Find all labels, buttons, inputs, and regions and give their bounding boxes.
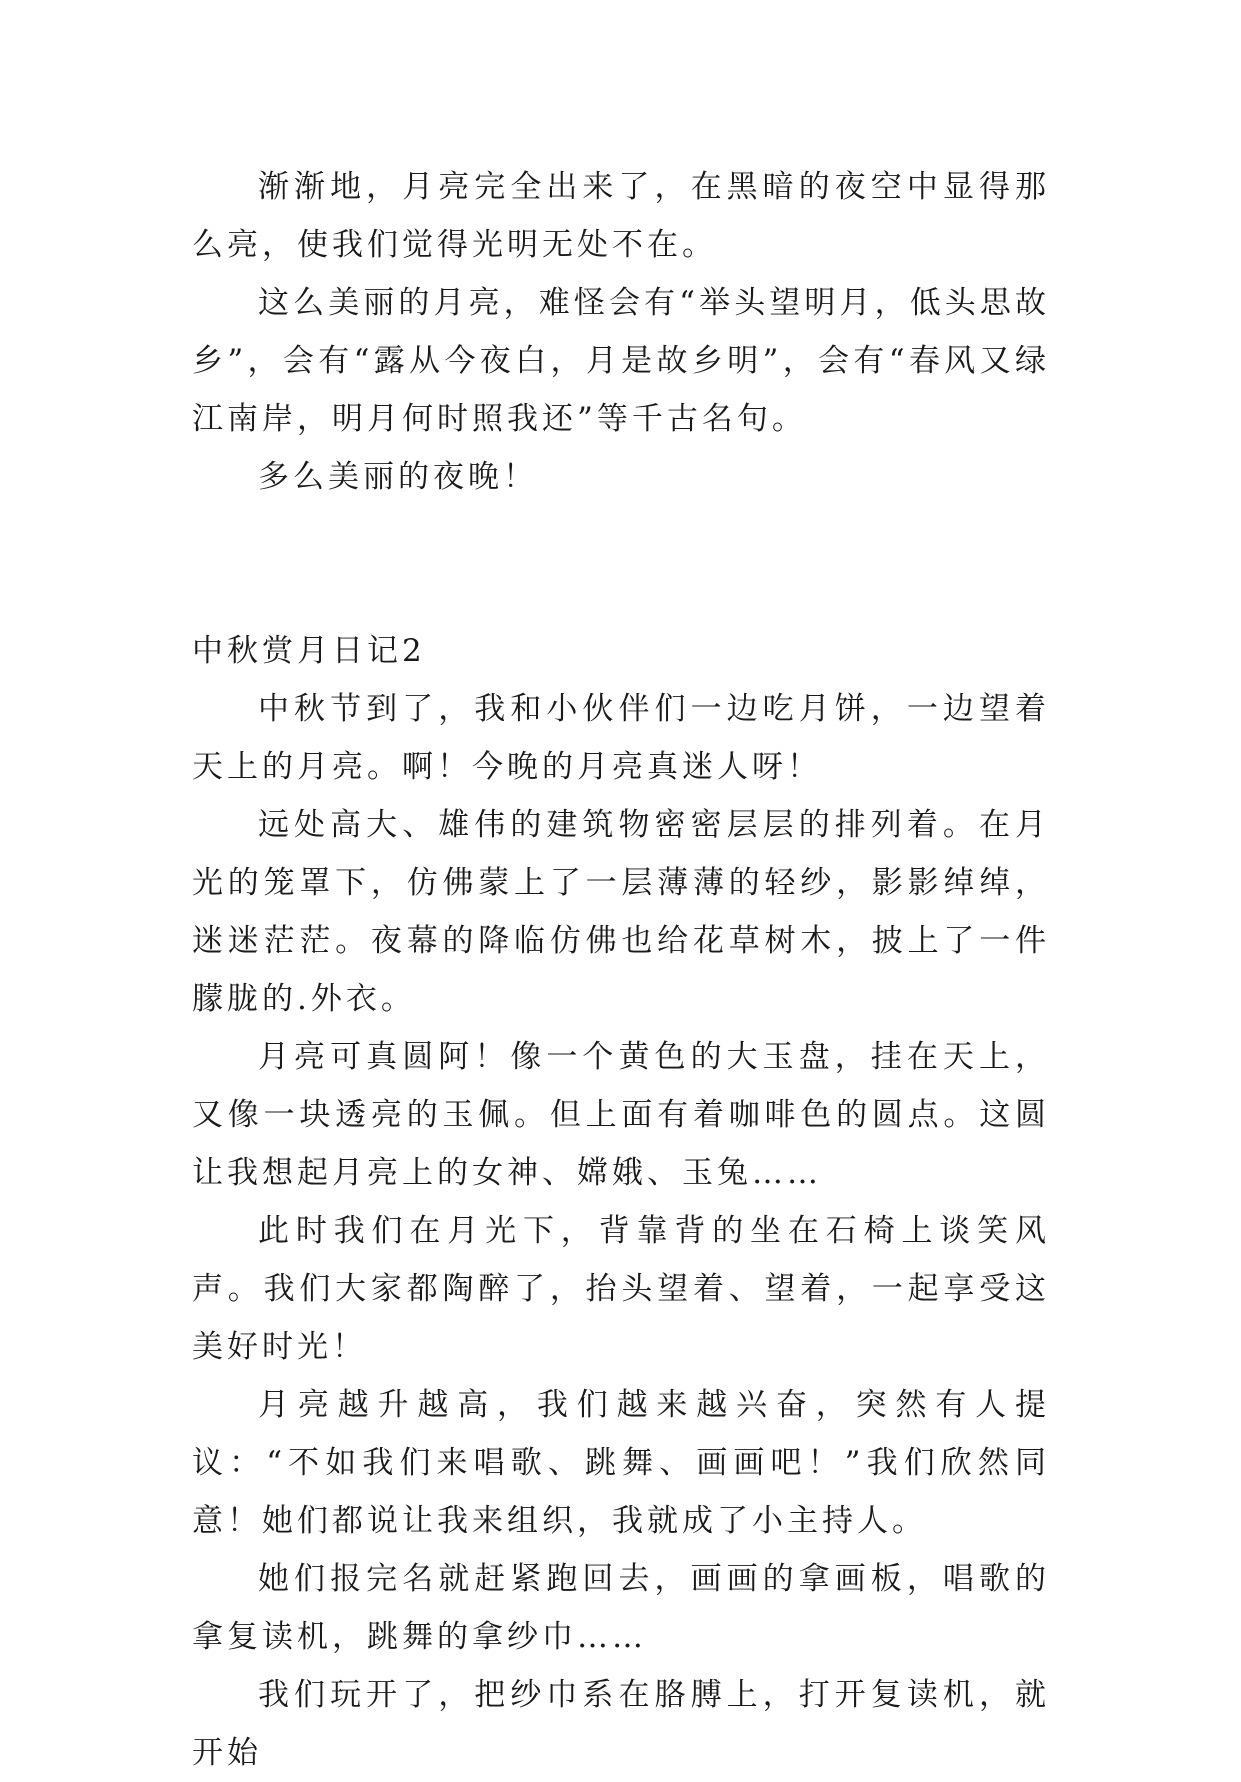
paragraph: 渐渐地，月亮完全出来了，在黑暗的夜空中显得那么亮，使我们觉得光明无处不在。 [192,169,1050,263]
paragraph: 这么美丽的月亮，难怪会有“举头望明月，低头思故乡”，会有“露从今夜白，月是故乡明”，会有“春风又绿江南岸，明月何时照我还”等千古名句。 [192,285,1050,437]
paragraph: 她们报完名就赶紧跑回去，画画的拿画板，唱歌的拿复读机，跳舞的拿纱巾…… [192,1561,1050,1655]
paragraph: 月亮可真圆阿！像一个黄色的大玉盘，挂在天上，又像一块透亮的玉佩。但上面有着咖啡色的圆点。这圆让我想起月亮上的女神、嫦娥、玉兔…… [192,1039,1050,1191]
section-title: 中秋赏月日记2 [192,633,426,669]
paragraph: 中秋节到了，我和小伙伴们一边吃月饼，一边望着天上的月亮。啊！今晚的月亮真迷人呀！ [192,691,1050,785]
paragraph: 此时我们在月光下，背靠背的坐在石椅上谈笑风声。我们大家都陶醉了，抬头望着、望着，一起享受这美好时光！ [192,1213,1050,1365]
section-gap [192,506,1050,622]
paragraph: 月亮越升越高，我们越来越兴奋，突然有人提议：“不如我们来唱歌、跳舞、画画吧！”我们欣然同意！她们都说让我来组织，我就成了小主持人。 [192,1387,1050,1539]
paragraph: 远处高大、雄伟的建筑物密密层层的排列着。在月光的笼罩下，仿佛蒙上了一层薄薄的轻纱，影影绰绰，迷迷茫茫。夜幕的降临仿佛也给花草树木，披上了一件朦胧的.外衣。 [192,807,1050,1017]
paragraph: 多么美丽的夜晚！ [258,459,538,495]
paragraph: 我们玩开了，把纱巾系在胳膊上，打开复读机，就开始 [192,1677,1050,1771]
document-body [192,158,1050,1782]
